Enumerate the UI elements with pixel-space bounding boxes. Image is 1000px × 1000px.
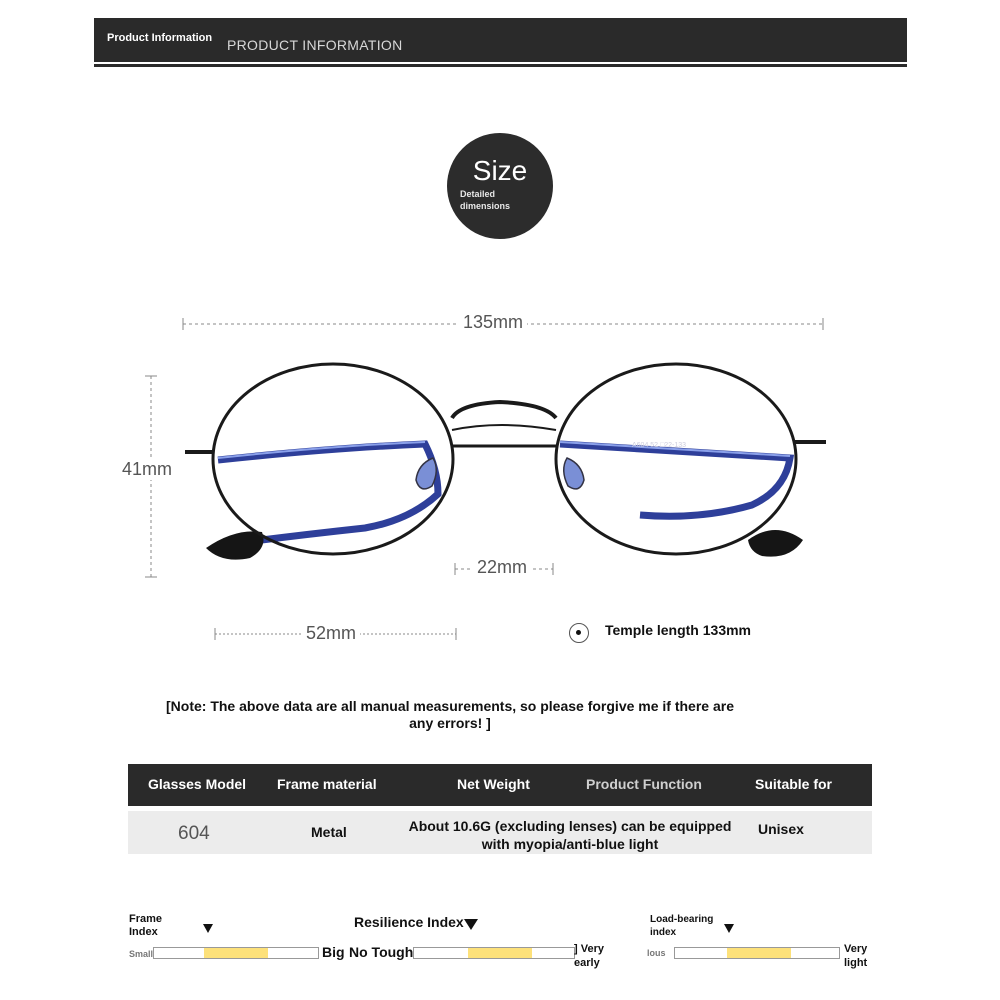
td-suitable: Unisex: [758, 821, 804, 837]
spec-table-row: [128, 811, 872, 854]
header-big-title: PRODUCT INFORMATION: [227, 37, 403, 53]
frame-index-arrow-icon: [203, 924, 213, 933]
resilience-index-left: No Tough: [349, 944, 414, 960]
temple-arms: [206, 442, 803, 560]
header-small-title: Product Information: [107, 32, 213, 44]
measurement-note: [Note: The above data are all manual measurements, so please forgive me if there are any errors! ]: [166, 698, 734, 731]
td-model: 604: [178, 823, 210, 844]
resilience-index-arrow-icon: [464, 919, 478, 930]
load-bearing-index-left: lous: [647, 948, 666, 958]
resilience-index-fill: [468, 948, 532, 958]
load-bearing-index-right: Very light: [844, 943, 868, 969]
bridge-label: 22mm: [473, 557, 531, 578]
resilience-index-label: Resilience Index: [354, 914, 464, 930]
th-product-function: Product Function: [586, 776, 702, 792]
load-bearing-index-label: Load-bearing index: [650, 914, 714, 938]
frame-index-label: Frame Index: [129, 913, 163, 938]
th-suitable-for: Suitable for: [755, 776, 833, 792]
th-frame-material: Frame material: [277, 776, 377, 792]
load-bearing-index-bar: [674, 947, 840, 959]
size-badge-title: Size: [472, 155, 528, 186]
frame-imprint: A604 52 □22-133: [632, 442, 687, 449]
td-weight-function: About 10.6G (excluding lenses) can be equipped with myopia/anti-blue light: [408, 818, 732, 852]
load-bearing-index-arrow-icon: [724, 924, 734, 933]
lens-height-label: 41mm: [118, 459, 176, 480]
frame-bridge: [452, 402, 556, 446]
resilience-index-bar: [413, 947, 575, 959]
frame-rims: [213, 364, 796, 554]
resilience-index-right: ] Very early: [574, 943, 604, 969]
size-badge-subtitle: Detailed dimensions: [460, 189, 511, 211]
total-width-label: 135mm: [459, 312, 527, 333]
th-net-weight: Net Weight: [457, 776, 530, 792]
th-glasses-model: Glasses Model: [148, 776, 247, 792]
frame-index-right: Big: [322, 944, 345, 960]
load-bearing-index-fill: [727, 948, 791, 958]
temple-length-label: Temple length 133mm: [605, 622, 752, 638]
lens-width-label: 52mm: [302, 623, 360, 644]
bullet-icon: [569, 623, 589, 643]
frame-index-fill: [204, 948, 268, 958]
frame-index-bar: [153, 947, 319, 959]
frame-index-left: Small: [129, 949, 154, 959]
spec-table-header: [128, 764, 872, 806]
td-material: Metal: [311, 824, 347, 840]
